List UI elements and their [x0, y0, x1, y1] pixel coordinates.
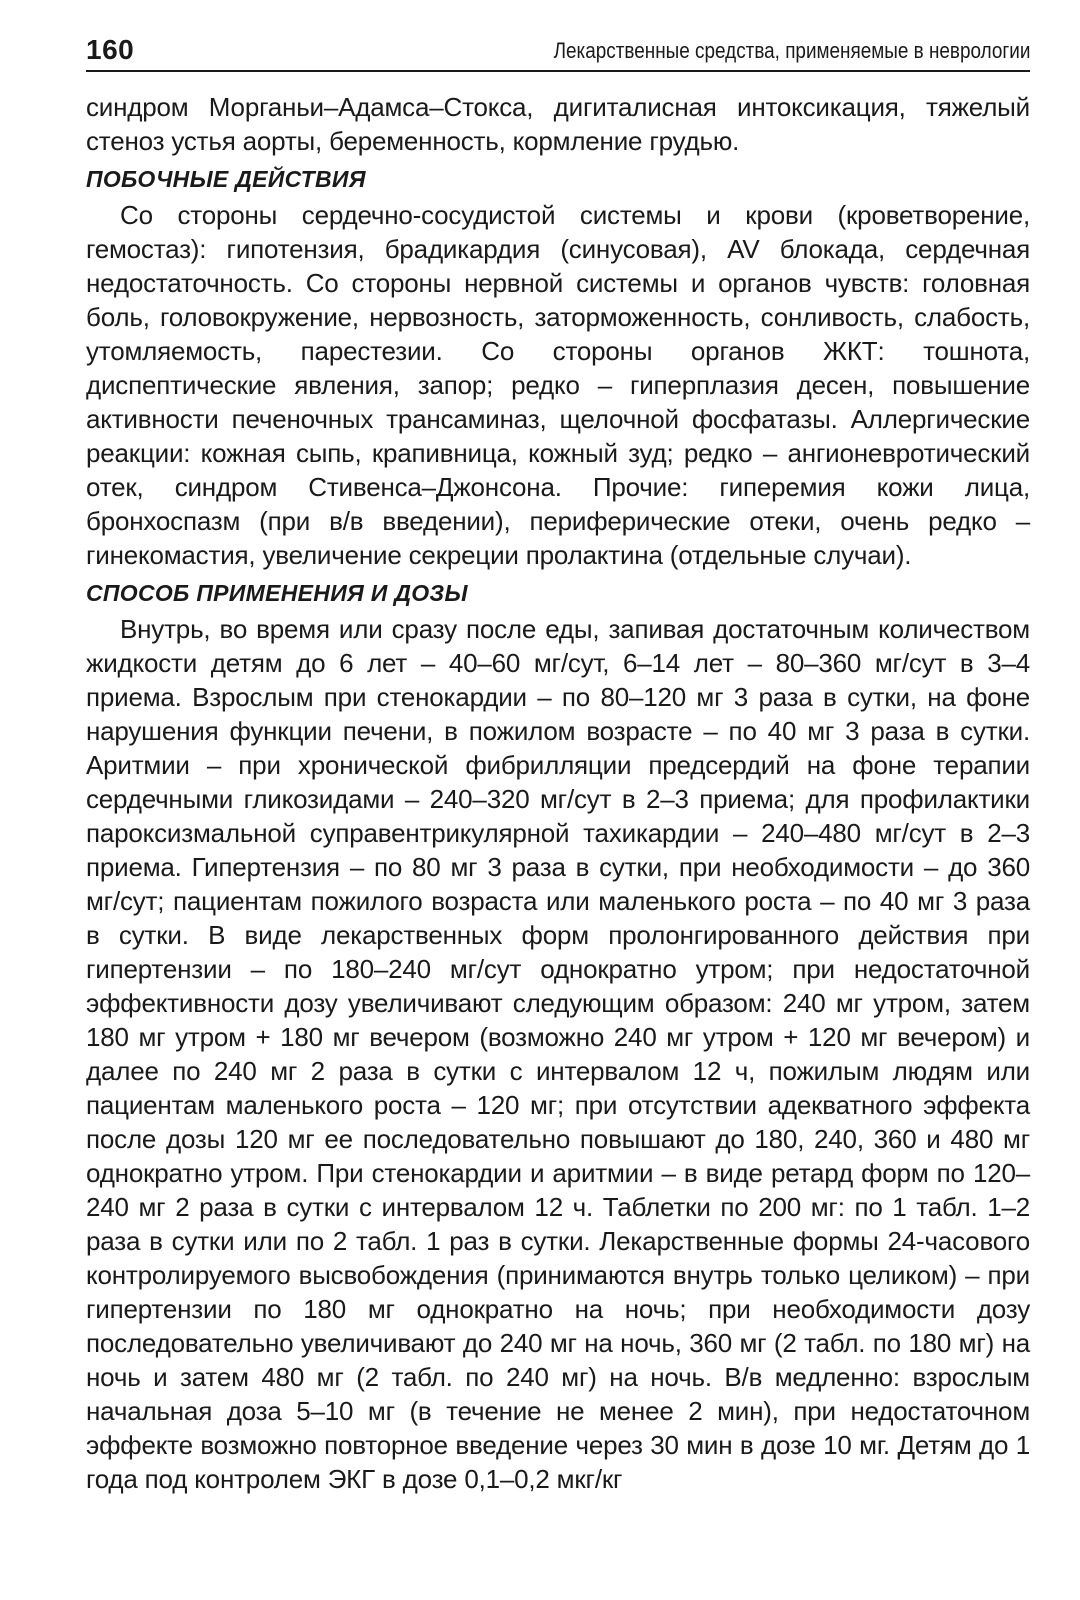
- page-number: 160: [86, 34, 135, 65]
- page-body: [86, 90, 1030, 1496]
- running-title: Лекарственные средства, применяемые в неврологии: [553, 38, 1030, 63]
- intro-paragraph: синдром Морганьи–Адамса–Стокса, дигиталисная интоксикация, тяжелый стеноз устья аорты, беременность, кормление грудью.: [86, 92, 1030, 156]
- side-effects-paragraph: Со стороны сердечно-сосудистой системы и крови (кроветворение, гемостаз): гипотензия, брадикардия (синусовая), AV блокада, сердечная недостаточность. Со стороны нервной системы и органов чувств: головная боль, головокружение, нервозность, заторможенность, сонливость, слабость, утомляемость, парестезии. Со стороны органов ЖКТ: тошнота, диспептические явления, запор; редко – гиперплазия десен, повышение активности печеночных трансаминаз, щелочной фосфатазы. Аллергические реакции: кожная сыпь, крапивница, кожный зуд; редко – ангионевротический отек, синдром Стивенса–Джонсона. Прочие: гиперемия кожи лица, бронхоспазм (при в/в введении), периферические отеки, очень редко – гинекомастия, увеличение секреции пролактина (отдельные случаи).: [86, 200, 1030, 570]
- book-page: [86, 28, 1030, 1496]
- running-header: [86, 28, 1030, 72]
- dosage-paragraph: Внутрь, во время или сразу после еды, запивая достаточным количеством жидкости детям до 6 лет – 40–60 мг/сут, 6–14 лет – 80–360 мг/сут в 3–4 приема. Взрослым при стенокардии – по 80–120 мг 3 раза в сутки, на фоне нарушения функции печени, в пожилом возрасте – по 40 мг 3 раза в сутки. Аритмии – при хронической фибрилляции предсердий на фоне терапии сердечными гликозидами – 240–320 мг/сут в 2–3 приема; для профилактики пароксизмальной суправентрикулярной тахикардии – 240–480 мг/сут в 2–3 приема. Гипертензия – по 80 мг 3 раза в сутки, при необходимости – до 360 мг/сут; пациентам пожилого возраста или маленького роста – по 40 мг 3 раза в сутки. В виде лекарственных форм пролонгированного действия при гипертензии – по 180–240 мг/сут однократно утром; при недостаточной эффективности дозу увеличивают следующим образом: 240 мг утром, затем 180 мг утром + 180 мг вечером (возможно 240 мг утром + 120 мг вечером) и далее по 240 мг 2 раза в сутки с интервалом 12 ч, пожилым людям или пациентам маленького роста – 120 мг; при отсутствии адекватного эффекта после дозы 120 мг ее последовательно повышают до 180, 240, 360 и 480 мг однократно утром. При стенокардии и аритмии – в виде ретард форм по 120–240 мг 2 раза в сутки с интервалом 12 ч. Таблетки по 200 мг: по 1 табл. 1–2 раза в сутки или по 2 табл. 1 раз в сутки. Лекарственные формы 24-часового контролируемого высвобождения (принимаются внутрь только целиком) – при гипертензии по 180 мг однократно на ночь; при необходимости дозу последовательно увеличивают до 240 мг на ночь, 360 мг (2 табл. по 180 мг) на ночь и затем 480 мг (2 табл. по 240 мг) на ночь. В/в медленно: взрослым начальная доза 5–10 мг (в течение не менее 2 мин), при недостаточном эффекте возможно повторное введение через 30 мин в дозе 10 мг. Детям до 1 года под контролем ЭКГ в дозе 0,1–0,2 мкг/кг: [86, 614, 1030, 1494]
- side-effects-heading: ПОБОЧНЫЕ ДЕЙСТВИЯ: [86, 166, 366, 192]
- dosage-heading: СПОСОБ ПРИМЕНЕНИЯ И ДОЗЫ: [86, 580, 468, 606]
